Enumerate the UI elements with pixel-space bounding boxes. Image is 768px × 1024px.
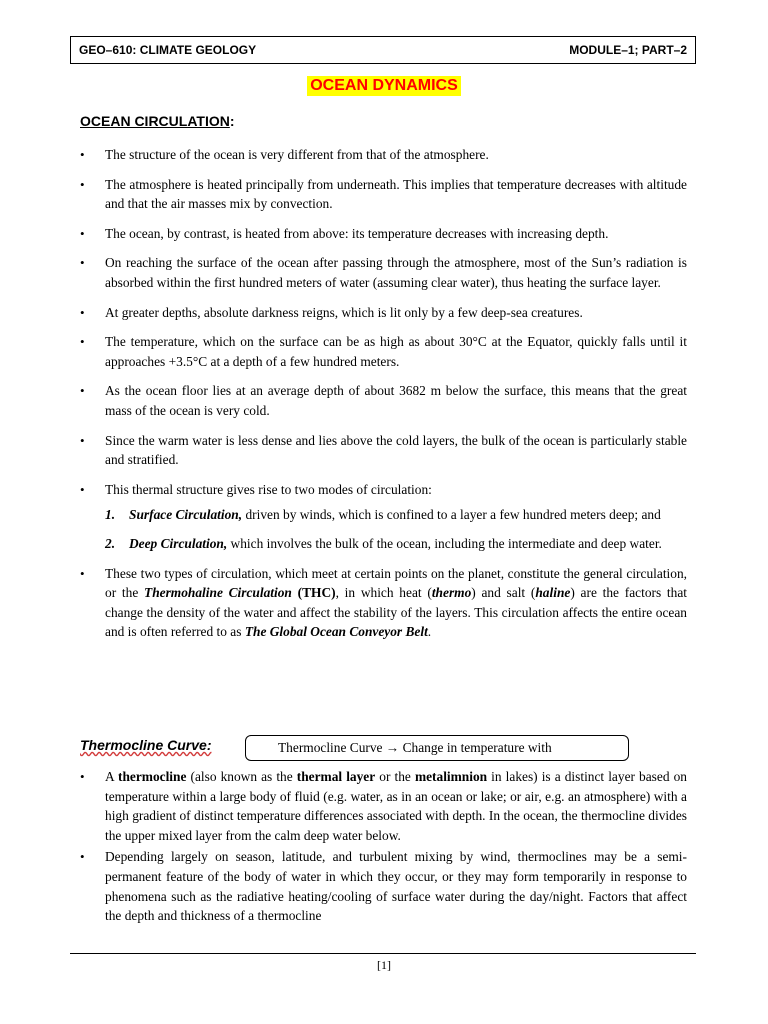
list-item: • Since the warm water is less dense and lies above the cold layers, the bulk of the ocean is particularly stable and stratified. (80, 431, 687, 470)
page-title: OCEAN DYNAMICS (307, 76, 461, 96)
mode-term: Surface Circulation, (129, 507, 243, 523)
metalimnion-term: metalimnion (414, 769, 488, 784)
list-item: • Depending largely on season, latitude, and turbulent mixing by wind, thermoclines may be a semi-permanent feature of the body of water in which they occur, or they may form temporarily in response to phenomena such as the radiative heating/cooling of surface water during the day/night. Factors that affect the depth and thickness of a thermocline (80, 847, 687, 925)
bullet-list (80, 145, 687, 642)
thc-text: ) and salt ( (471, 585, 536, 601)
footer-rule (70, 953, 696, 954)
thermocline-callout: Thermocline Curve → Change in temperature with (245, 735, 629, 761)
mode-term: Deep Circulation, (129, 535, 228, 551)
list-item: • The structure of the ocean is very different from that of the atmosphere. (80, 145, 687, 165)
thermocline-text: in lakes) is a distinct layer based on temperature within a large body of fluid (e.g. water, as in an ocean or lake; or air, e.g. an atmosphere) with a high gradient of distinct temperature differences associated with depth. In the ocean, the thermocline divides the upper mixed layer from the calm deep water below. (105, 769, 687, 843)
list-item: • As the ocean floor lies at an average depth of about 3682 m below the surface, this means that the great mass of the ocean is very cold. (80, 381, 687, 420)
list-item: • The temperature, which on the surface can be as high as about 30°C at the Equator, quickly falls until it approaches +3.5°C at a depth of a few hundred meters. (80, 332, 687, 371)
thermocline-term: thermocline (118, 769, 187, 784)
thc-abbr: (THC) (291, 585, 336, 601)
section-heading-colon: : (229, 113, 235, 129)
section-heading (80, 113, 235, 129)
conveyor-belt-term: The Global Ocean Conveyor Belt (244, 624, 428, 640)
thermal-layer-term: thermal layer (296, 769, 376, 784)
thc-text: ) are the factors that change the density of the water and affect the stability of the layers. This circulation affects the entire ocean and is often referred to as (105, 585, 688, 640)
course-title: GEO–610: CLIMATE GEOLOGY (79, 43, 257, 57)
list-item: • The atmosphere is heated principally from underneath. This implies that temperature decreases with altitude and that the air masses mix by convection. (80, 175, 687, 214)
thc-term: Thermohaline Circulation (144, 585, 292, 601)
thermocline-text: A (105, 769, 118, 784)
thc-text: , in which heat ( (335, 585, 432, 601)
list-item-thc (80, 564, 687, 642)
thc-text: These two types of circulation, which meet at certain points on the planet, constitute the general circulation, or the (105, 565, 687, 601)
module-label: MODULE–1; PART–2 (569, 43, 687, 57)
thermocline-heading: Thermocline Curve: (80, 737, 212, 753)
page-header (70, 36, 696, 64)
mode-number: 2. (105, 535, 116, 551)
mode-number: 1. (105, 507, 116, 523)
list-item: • At greater depths, absolute darkness reigns, which is lit only by a few deep-sea creatures. (80, 303, 687, 323)
thermocline-body (80, 767, 687, 936)
section-heading-text: OCEAN CIRCULATION (80, 113, 230, 129)
title-container (0, 76, 768, 96)
page-number: [1] (377, 958, 391, 972)
list-item: • The ocean, by contrast, is heated from above: its temperature decreases with increasing depth. (80, 224, 687, 244)
thermocline-bullet-list (80, 767, 687, 926)
haline-term: haline (535, 585, 571, 601)
thermocline-text: (also known as the (186, 769, 297, 784)
list-item (80, 480, 687, 554)
thc-text: . (427, 624, 432, 640)
ocean-circulation-body (80, 145, 687, 652)
list-item-text: This thermal structure gives rise to two modes of circulation: (105, 481, 432, 497)
mode-item (105, 505, 687, 525)
thermocline-text: or the (375, 769, 415, 784)
thermo-term: thermo (431, 585, 472, 601)
circulation-modes-list (105, 505, 687, 553)
mode-item (105, 534, 687, 554)
list-item: • On reaching the surface of the ocean after passing through the atmosphere, most of the Sun’s radiation is absorbed within the first hundred meters of water (assuming clear water), thus heating the surface layer. (80, 253, 687, 292)
mode-text: driven by winds, which is confined to a layer a few hundred meters deep; and (242, 507, 661, 523)
list-item (80, 767, 687, 845)
mode-text: which involves the bulk of the ocean, including the intermediate and deep water. (227, 535, 662, 551)
